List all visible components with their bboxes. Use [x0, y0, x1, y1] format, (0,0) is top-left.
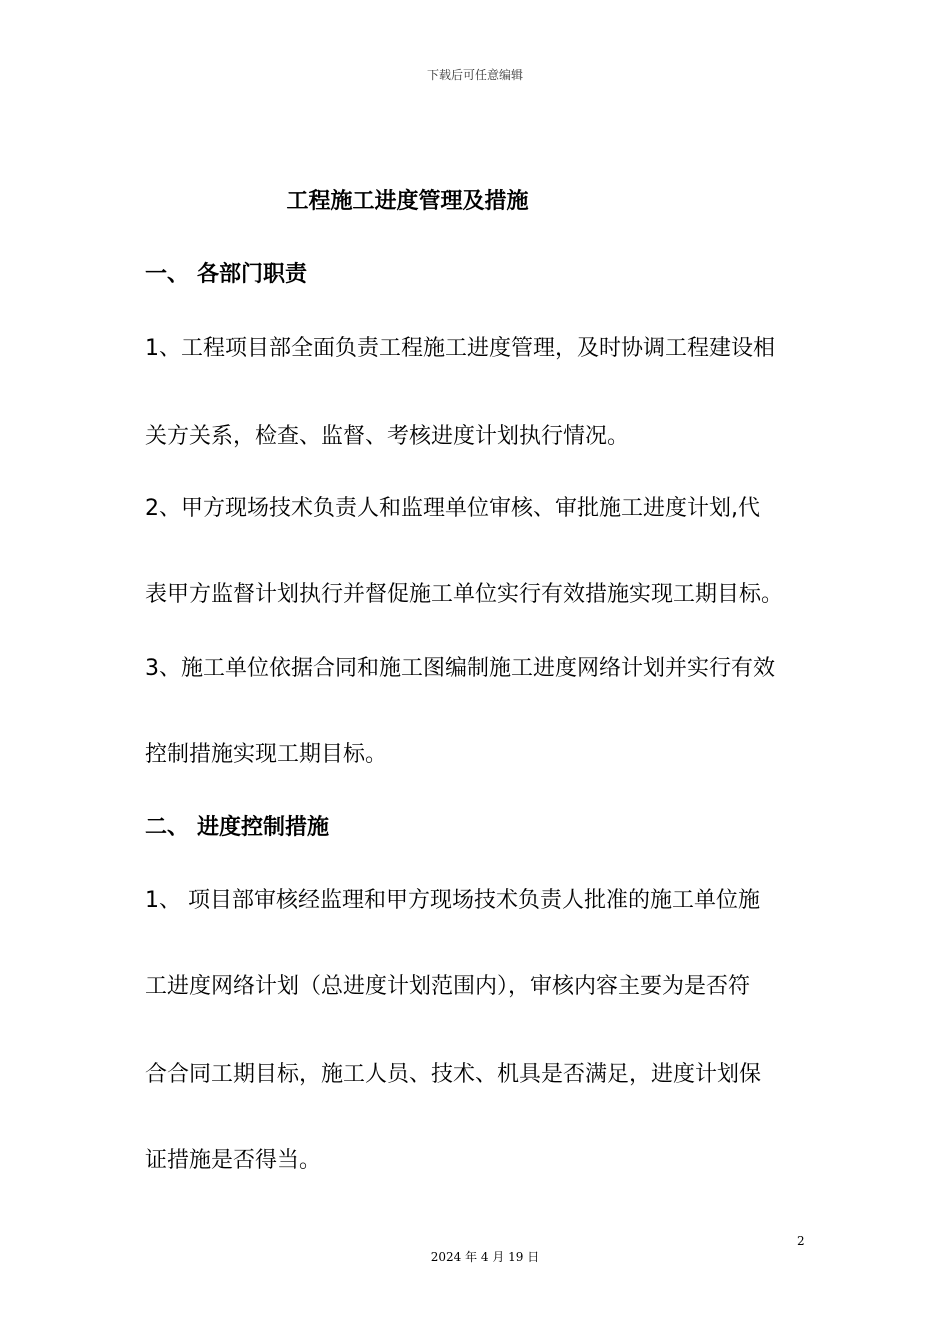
- paragraph-line: 表甲方监督计划执行并督促施工单位实行有效措施实现工期目标。: [145, 582, 784, 607]
- paragraph-line: 1、工程项目部全面负责工程施工进度管理，及时协调工程建设相: [145, 336, 775, 361]
- section-heading-1: [145, 257, 307, 288]
- section-title: 各部门职责: [197, 262, 308, 287]
- footer-date: 2024 年 4 月 19 日: [430, 1250, 540, 1264]
- paragraph-line: 关方关系，检查、监督、考核进度计划执行情况。: [145, 424, 630, 449]
- section-heading-2: [145, 810, 329, 841]
- paragraph-line: 控制措施实现工期目标。: [145, 742, 388, 767]
- page-number: 2: [797, 1234, 805, 1248]
- paragraph-line: 2、甲方现场技术负责人和监理单位审核、审批施工进度计划,代: [145, 496, 760, 521]
- paragraph-line: 合合同工期目标，施工人员、技术、机具是否满足，进度计划保: [145, 1062, 762, 1087]
- section-title: 进度控制措施: [197, 815, 330, 840]
- paragraph-line: 工进度网络计划（总进度计划范围内），审核内容主要为是否符: [145, 974, 751, 999]
- header-note: 下载后可任意编辑: [426, 68, 523, 82]
- section-number: 一、: [145, 262, 190, 287]
- paragraph-line: 3、施工单位依据合同和施工图编制施工进度网络计划并实行有效: [145, 656, 775, 681]
- paragraph-line: 证措施是否得当。: [145, 1148, 322, 1173]
- section-number: 二、: [145, 815, 190, 840]
- document-title: 工程施工进度管理及措施: [286, 189, 529, 214]
- paragraph-line: 1、 项目部审核经监理和甲方现场技术负责人批准的施工单位施: [145, 888, 760, 913]
